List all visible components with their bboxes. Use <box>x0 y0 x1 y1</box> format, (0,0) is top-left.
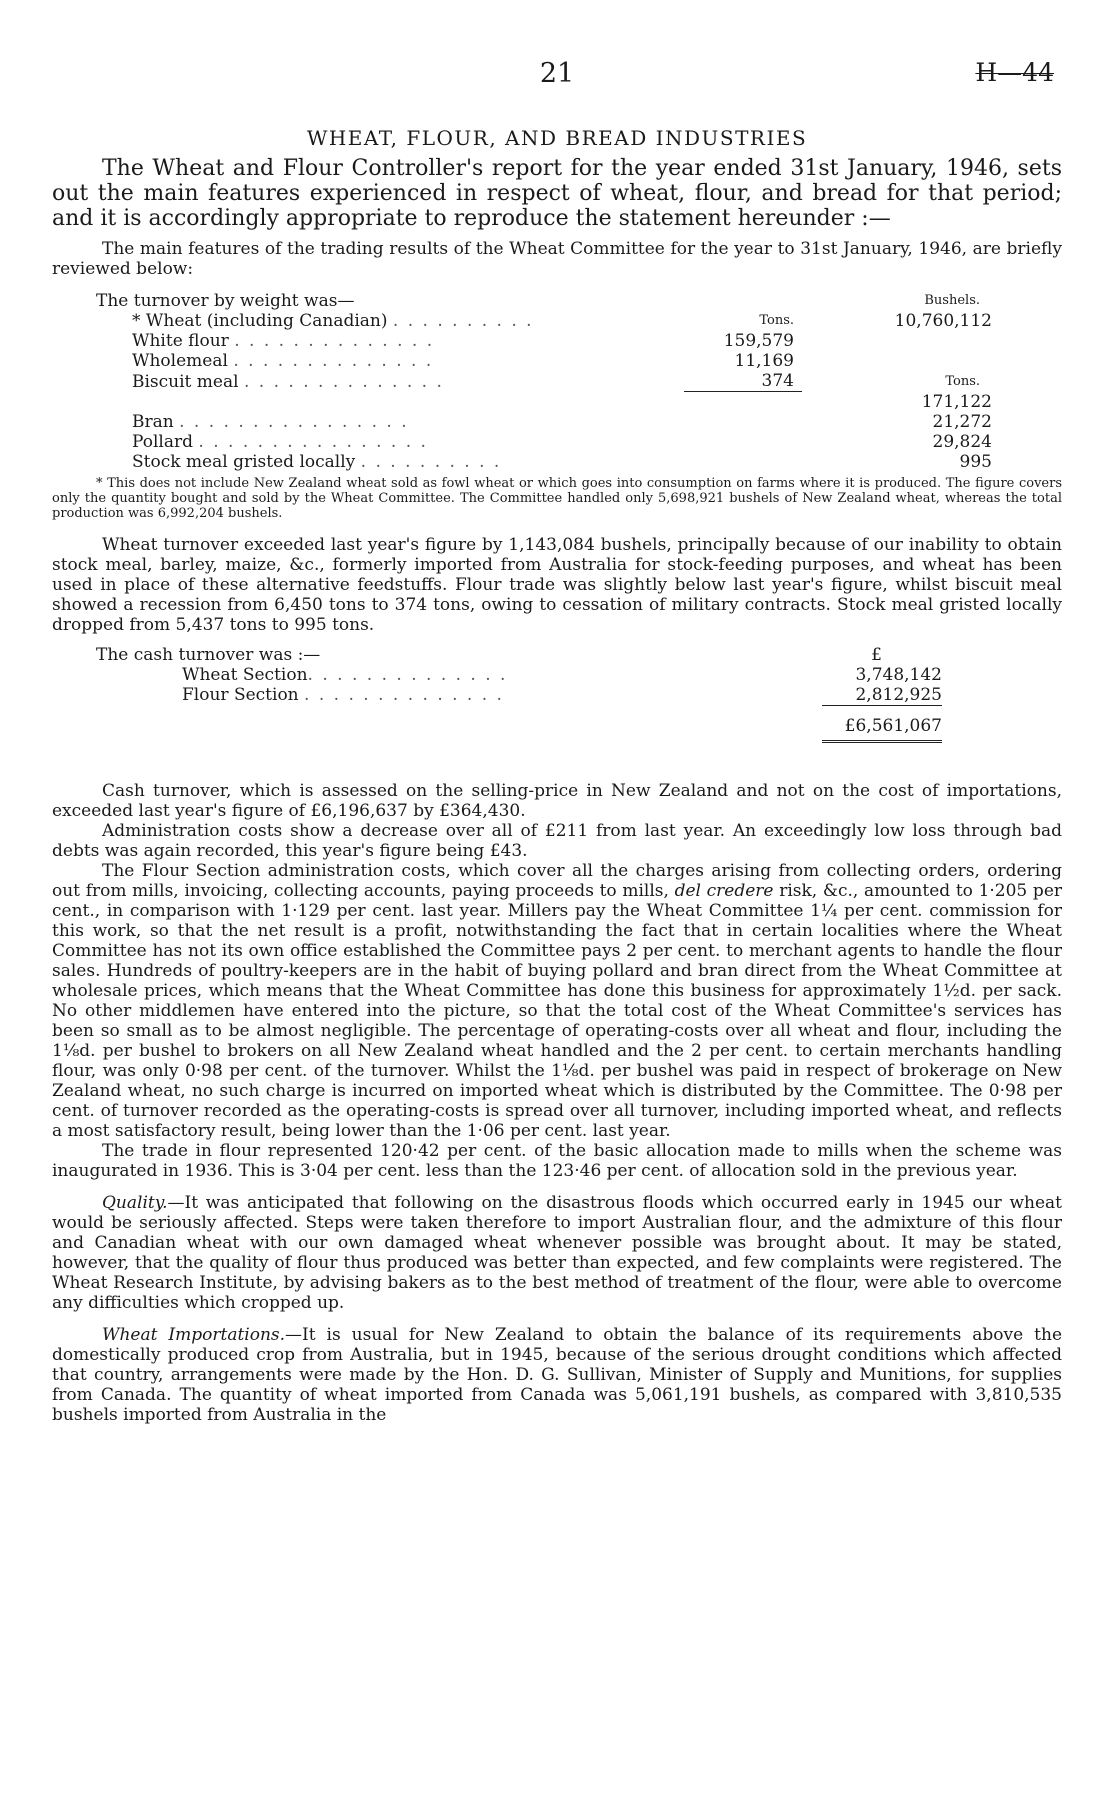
stock-meal-tons: 995 <box>959 451 992 472</box>
bran-tons: 21,272 <box>932 411 992 432</box>
footnote: * This does not include New Zealand wheat sold as fowl wheat or which goes into consumption on farms where it is produced. The figure covers only the quantity bought and sold by the Wheat Committee. The Committee handled only 5,698,921 bushels of New Zealand wheat, whereas the total production was 6,992,204 bushels. <box>52 475 1062 521</box>
white-flour-tons: 159,579 <box>723 331 794 351</box>
row-label: White flour <box>132 331 229 351</box>
paragraph-wheat-importations: Wheat Importations.—It is usual for New Zealand to obtain the balance of its requirements above the domestically produced crop from Australia, but in 1945, because of the serious drought conditions which affected that country, arrangements were made by the Hon. D. G. Sullivan, Minister of Supply and Munitions, for supplies from Canada. The quantity of wheat imported from Canada was 5,061,191 bushels, as compared with 3,810,535 bushels imported from Australia in the <box>52 1324 1062 1425</box>
wholemeal-tons: 11,169 <box>734 351 794 371</box>
cash-heading: The cash turnover was :— <box>96 644 321 665</box>
row-label: Pollard <box>132 431 194 452</box>
document-reference: H—44 <box>975 58 1054 87</box>
paragraph-flour-trade: The trade in flour represented 120·42 per cent. of the basic allocation made to mills when the scheme was inaugurated in 1936. This is 3·04 per cent. less than the 123·46 per cent. of allocation sold in the previous year. <box>52 1140 1062 1181</box>
cash-total-value: £6,561,067 <box>822 705 942 741</box>
row-label: Biscuit meal <box>132 371 239 392</box>
flour-subtotal-tons: 171,122 <box>921 391 992 412</box>
subtotal-rule <box>684 392 802 412</box>
paragraph-cash-turnover: Cash turnover, which is assessed on the selling-price in New Zealand and not on the cost of importations, exceeded last year's figure of £6,196,637 by £364,430. <box>52 780 1062 821</box>
wheat-bushels-value: 10,760,112 <box>894 311 992 331</box>
intro-paragraph: The Wheat and Flour Controller's report for the year ended 31st January, 1946, sets out the main features experienced in respect of wheat, flour, and bread for that period; and it is accordingly appropriate to reproduce the statement hereunder :— <box>52 156 1062 231</box>
turnover-weight-table: The turnover by weight was— Bushels. * Wheat (including Canadian) . . . . . . . . . . Tons. 10,760,112 White flour . . . . . . . . . . . . . . 159,579 Wholemeal . . . . . . . . . . . . . . 11,169 Biscuit meal . . . . . . . . . . . . . . 374 Tons. 171,122 Bran . . . . . . . . . . . . . . . . 21,272 Pollard . . . . . . . . . . . . . . . . 29,824 Stock meal gristed locally . . . . . . . . . . 995 <box>52 291 992 472</box>
paragraph-main-features: The main features of the trading results of the Wheat Committee for the year to 31st January, 1946, are briefly reviewed below: <box>52 239 1062 279</box>
document-page <box>52 58 1062 1425</box>
currency-symbol: £ <box>871 644 882 665</box>
paragraph-admin-costs: Administration costs show a decrease over all of £211 from last year. An exceedingly low loss through bad debts was again recorded, this year's figure being £43. <box>52 820 1062 861</box>
cash-turnover-table: The cash turnover was :— £ Wheat Section. . . . . . . . . . . . . . 3,748,142 Flour Section . . . . . . . . . . . . . . 2,812,925 £6,561,067 <box>52 645 942 743</box>
paragraph-wheat-turnover: Wheat turnover exceeded last year's figure by 1,143,084 bushels, principally because of our inability to obtain stock meal, barley, maize, &c., formerly imported from Australia for stock-feeding purposes, and wheat has been used in place of these alternative feedstuffs. Flour trade was slightly below last year's figure, whilst biscuit meal showed a recession from 6,450 tons to 374 tons, owing to cessation of military contracts. Stock meal gristed locally dropped from 5,437 tons to 995 tons. <box>52 534 1062 635</box>
row-label: Flour Section <box>182 685 299 705</box>
tons-label: Tons. <box>759 313 794 328</box>
flour-section-value: 2,812,925 <box>855 684 942 705</box>
row-label: * Wheat (including Canadian) <box>132 311 388 331</box>
paragraph-quality: Quality.—It was anticipated that following on the disastrous floods which occurred early in 1945 our wheat would be seriously affected. Steps were taken therefore to import Australian flour, and the admixture of this flour and Canadian wheat with our own damaged wheat whenever possible was brought about. It may be stated, however, that the quality of flour thus produced was better than expected, and few complaints were registered. The Wheat Research Institute, by advising bakers as to the best method of treatment of the flour, were able to overcome any difficulties which cropped up. <box>52 1192 1062 1313</box>
paragraph-flour-section-costs: The Flour Section administration costs, which cover all the charges arising from collecting orders, ordering out from mills, invoicing, collecting accounts, paying proceeds to mills, del credere risk, &c., amounted to 1·205 per cent., in comparison with 1·129 per cent. last year. Millers pay the Wheat Committee 1¼ per cent. commission for this work, so that the net result is a profit, notwithstanding the fact that in certain localities where the Wheat Committee has not its own office established the Committee pays 2 per cent. to merchant agents to handle the flour sales. Hundreds of poultry-keepers are in the habit of buying pollard and bran direct from the Wheat Committee at wholesale prices, which means that the Wheat Committee has done this business for approximately 1½d. per sack. No other middlemen have entered into the picture, so that the total cost of the Wheat Committee's services has been so small as to be almost negligible. The percentage of operating-costs over all wheat and flour, including the 1⅛d. per bushel to brokers on all New Zealand wheat handled and the 2 per cent. to certain merchants handling flour, was only 0·98 per cent. of the turnover. Whilst the 1⅛d. per bushel was paid in respect of brokerage on New Zealand wheat, no such charge is incurred on imported wheat which is distributed by the Committee. The 0·98 per cent. of turnover recorded as the operating-costs is spread over all turnover, including imported wheat, and reflects a most satisfactory result, being lower than the 1·06 per cent. last year. <box>52 860 1062 1141</box>
section-title: WHEAT, FLOUR, AND BREAD INDUSTRIES <box>306 126 808 150</box>
page-number: 21 <box>539 58 575 89</box>
row-label: Wholemeal <box>132 351 228 371</box>
biscuit-meal-tons: 374 <box>761 371 794 391</box>
row-label: Wheat Section <box>182 664 308 685</box>
row-label: Stock meal gristed locally <box>132 451 356 472</box>
tons-header: Tons. <box>945 373 980 389</box>
bushels-header: Bushels. <box>924 293 980 308</box>
pollard-tons: 29,824 <box>932 431 992 452</box>
page-header <box>52 58 1062 98</box>
turnover-heading: The turnover by weight was— <box>96 291 355 311</box>
wheat-section-value: 3,748,142 <box>855 664 942 685</box>
row-label: Bran <box>132 411 174 432</box>
